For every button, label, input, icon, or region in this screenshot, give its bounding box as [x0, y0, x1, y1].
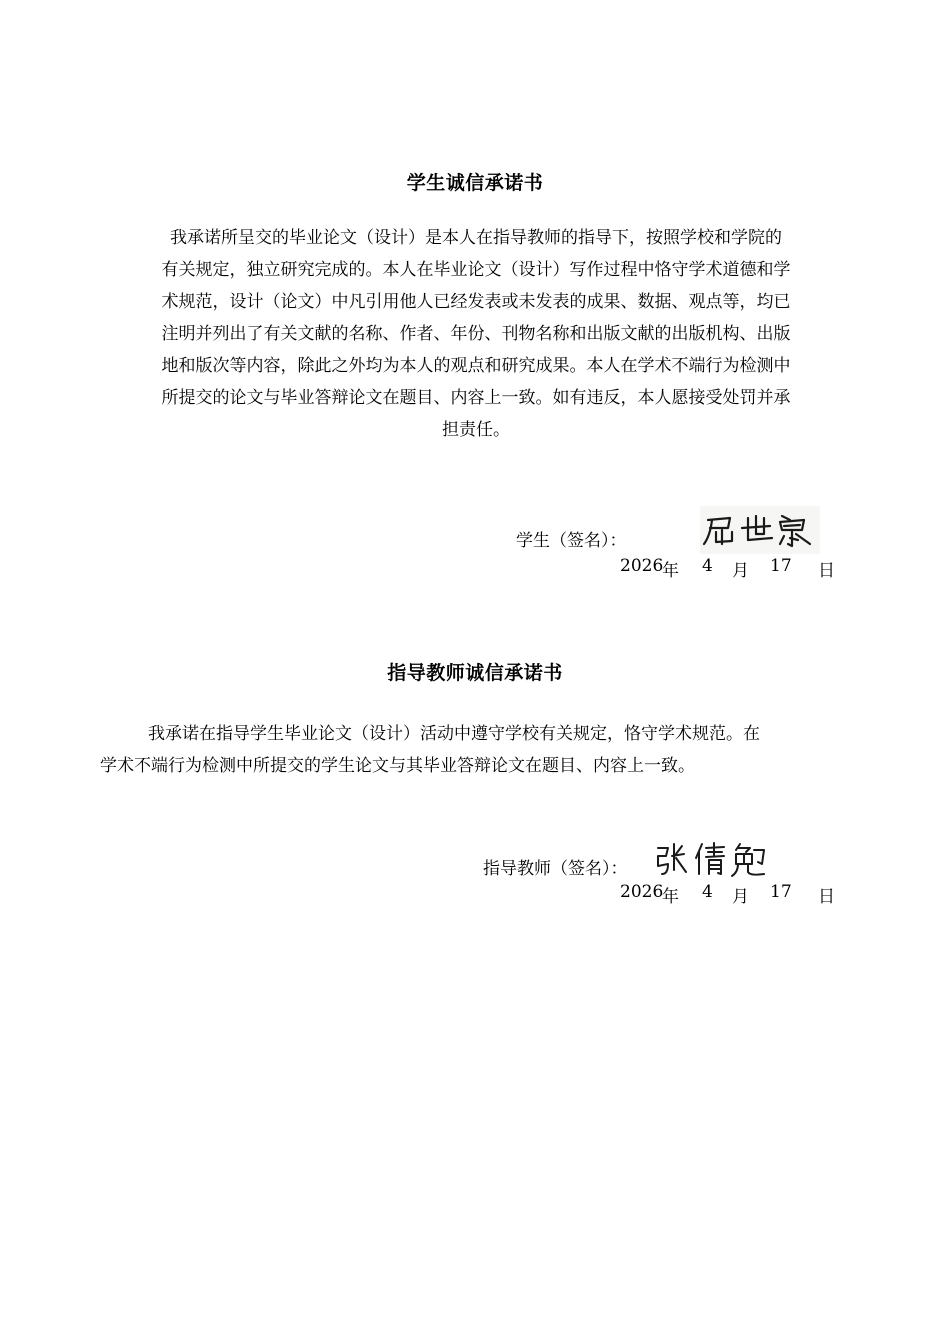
date-year: 2026	[620, 556, 664, 576]
paragraph-line: 术规范，设计（论文）中凡引用他人已经发表或未发表的成果、数据、观点等，均已	[161, 292, 791, 312]
teacher-signature-label: 指导教师（签名）：	[483, 859, 628, 879]
student-pledge-paragraph	[116, 222, 836, 446]
student-pledge-title: 学生诚信承诺书	[406, 172, 544, 194]
teacher-handwritten-signature	[654, 840, 772, 880]
teacher-pledge-paragraph	[100, 718, 836, 782]
date-day-unit: 日	[818, 887, 835, 907]
date-day: 17	[770, 882, 792, 902]
date-month: 4	[702, 882, 713, 902]
date-year: 2026	[620, 882, 664, 902]
date-month: 4	[702, 556, 713, 576]
paragraph-line: 地和版次等内容，除此之外均为本人的观点和研究成果。本人在学术不端行为检测中	[161, 356, 791, 376]
date-day-unit: 日	[818, 561, 835, 581]
date-day: 17	[770, 556, 792, 576]
paragraph-line: 注明并列出了有关文献的名称、作者、年份、刊物名称和出版文献的出版机构、出版	[161, 324, 791, 344]
paragraph-line: 担责任。	[442, 420, 510, 440]
date-year-unit: 年	[662, 887, 679, 907]
date-year-unit: 年	[662, 561, 679, 581]
paragraph-line: 我承诺所呈交的毕业论文（设计）是本人在指导教师的指导下，按照学校和学院的	[170, 228, 782, 248]
paragraph-line: 我承诺在指导学生毕业论文（设计）活动中遵守学校有关规定，恪守学术规范。在	[148, 724, 760, 744]
teacher-pledge-title: 指导教师诚信承诺书	[387, 662, 563, 684]
student-date	[620, 556, 840, 580]
paragraph-line: 所提交的论文与毕业答辩论文在题目、内容上一致。如有违反，本人愿接受处罚并承	[161, 388, 791, 408]
paragraph-line: 学术不端行为检测中所提交的学生论文与其毕业答辩论文在题目、内容上一致。	[100, 756, 695, 776]
student-handwritten-signature	[700, 506, 820, 554]
teacher-date	[620, 882, 840, 906]
date-month-unit: 月	[732, 561, 749, 581]
paragraph-line: 有关规定，独立研究完成的。本人在毕业论文（设计）写作过程中恪守学术道德和学	[161, 260, 791, 280]
date-month-unit: 月	[732, 887, 749, 907]
student-signature-label: 学生（签名）：	[516, 531, 627, 551]
